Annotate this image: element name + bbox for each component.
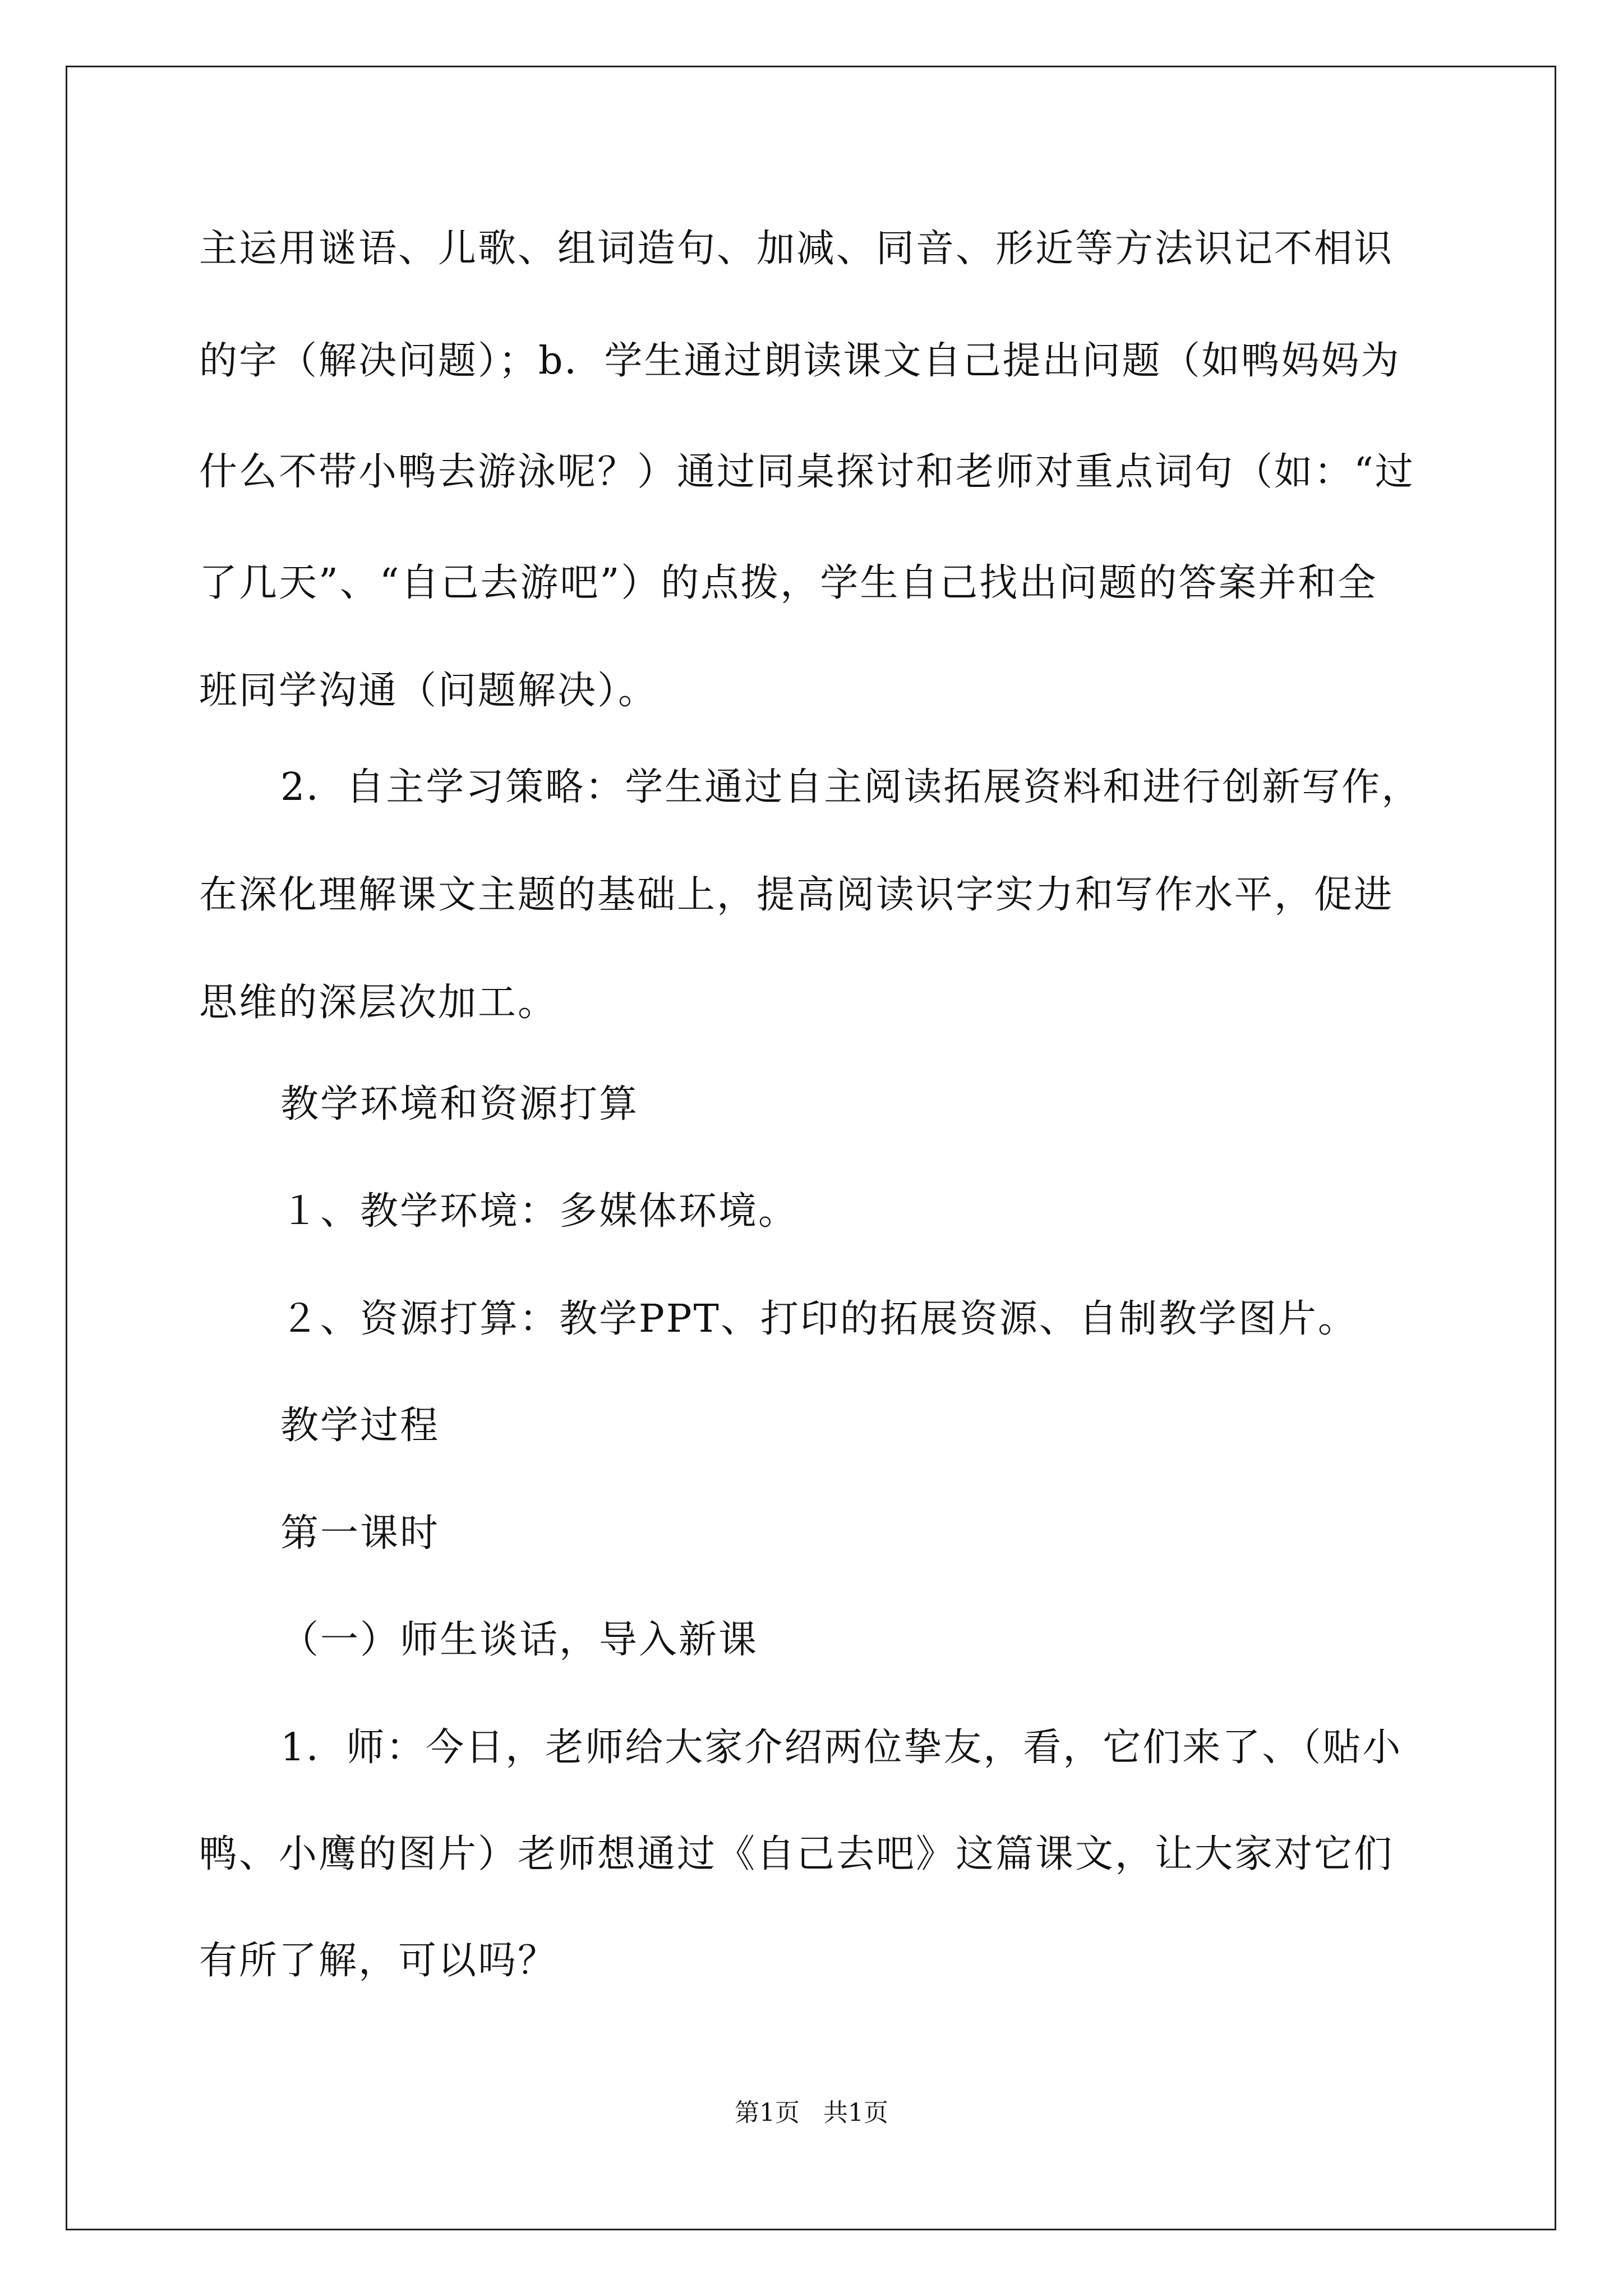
body-text-line: 主运用谜语、儿歌、组词造句、加减、同音、形近等方法识记不相识 <box>199 227 1394 271</box>
body-text-line: 班同学沟通（问题解决）。 <box>199 669 658 713</box>
body-text-line: 2．自主学习策略：学生通过自主阅读拓展资料和进行创新写作， <box>280 765 1422 809</box>
body-text-line: 了几天”、“自己去游吧”）的点拨，学生自己找出问题的答案并和全 <box>199 561 1378 605</box>
section-heading: （一）师生谈话，导入新课 <box>280 1618 759 1662</box>
body-text-line: 1．师：今日，老师给大家介绍两位挚友，看，它们来了、（贴小 <box>280 1726 1403 1770</box>
list-item: １、教学环境：多媒体环境。 <box>280 1189 799 1234</box>
body-text-line: 有所了解，可以吗？ <box>199 1939 558 1983</box>
body-text-line: 在深化理解课文主题的基础上，提高阅读识字实力和写作水平，促进 <box>199 873 1394 917</box>
body-text-line: 的字（解决问题）；b．学生通过朗读课文自己提出问题（如鸭妈妈为 <box>199 339 1401 383</box>
body-text-line: 鸭、小鹰的图片）老师想通过《自己去吧》这篇课文，让大家对它们 <box>199 1832 1394 1876</box>
page-number-footer: 第1页 共1页 <box>735 2099 888 2127</box>
body-text-line: 什么不带小鸭去游泳呢？）通过同桌探讨和老师对重点词句（如：“过 <box>199 450 1415 494</box>
page-border <box>66 66 1556 2230</box>
section-heading: 第一课时 <box>280 1511 440 1556</box>
list-item: ２、资源打算：教学PPT、打印的拓展资源、自制教学图片。 <box>280 1297 1358 1341</box>
section-heading: 教学过程 <box>280 1404 440 1448</box>
section-heading: 教学环境和资源打算 <box>280 1082 639 1126</box>
body-text-line: 思维的深层次加工。 <box>199 981 558 1025</box>
